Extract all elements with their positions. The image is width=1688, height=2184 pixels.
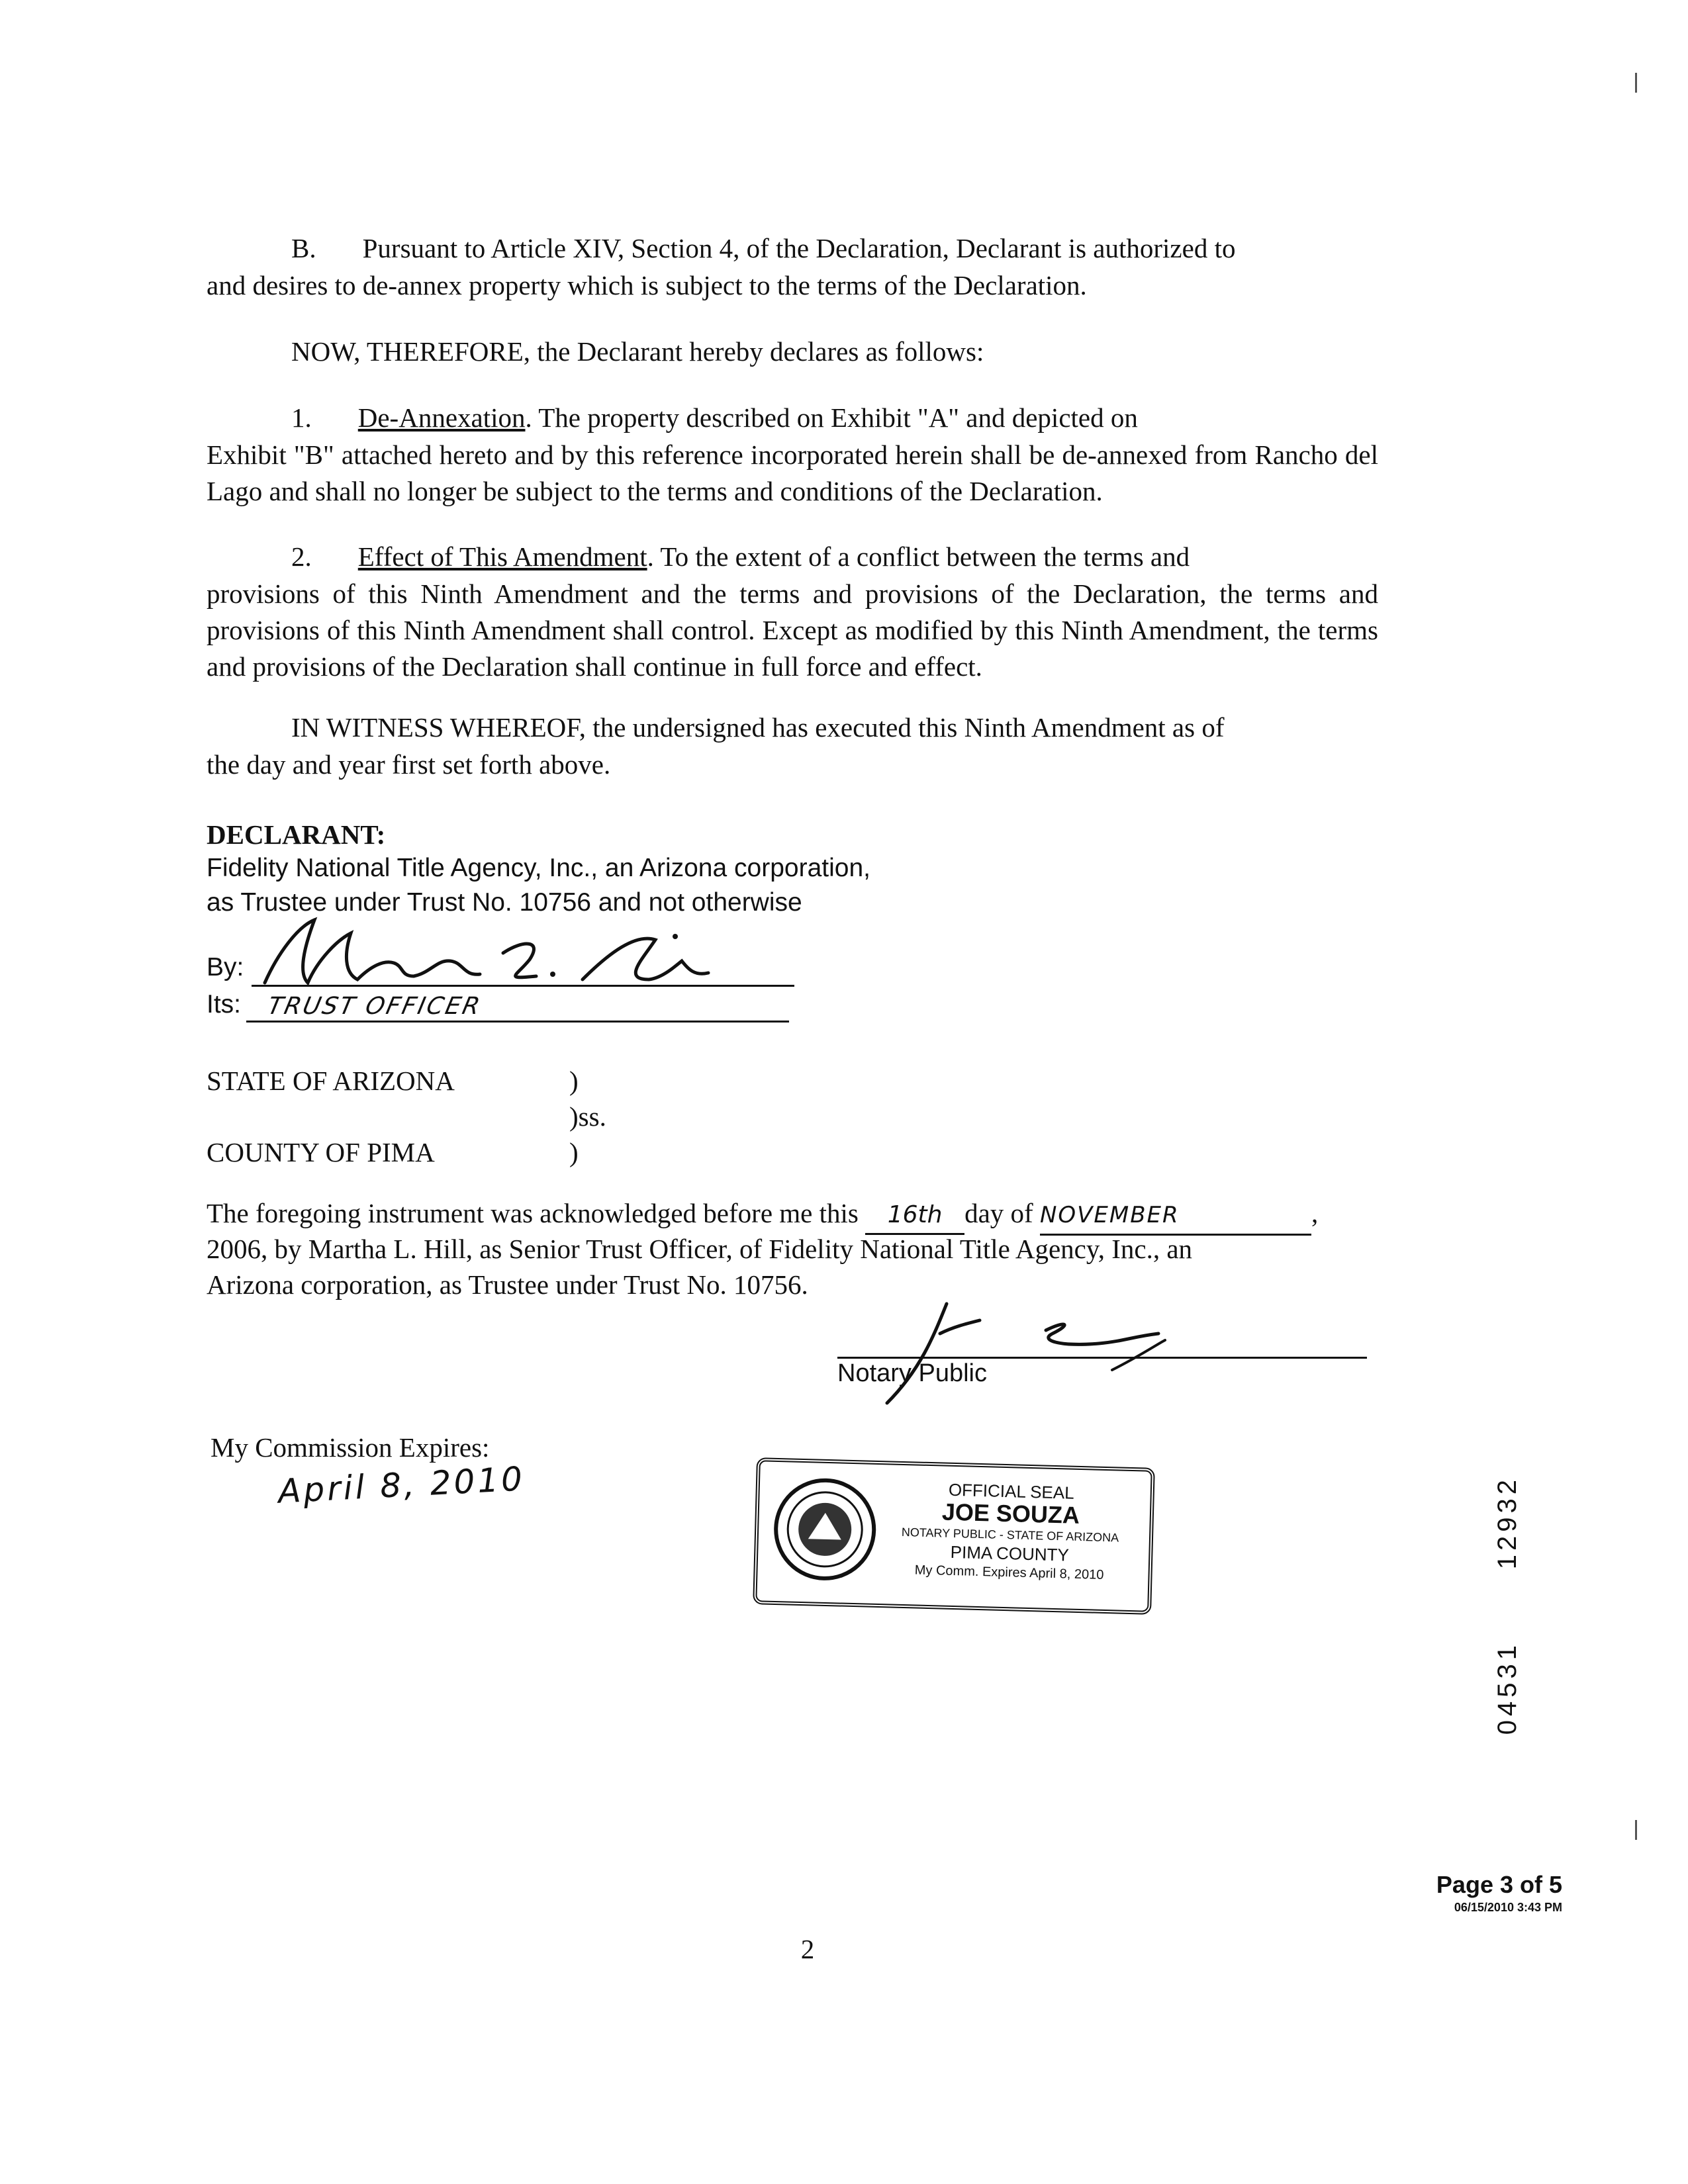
acknowledgment-line-3: Arizona corporation, as Trustee under Trust No. 10756. [207,1269,808,1300]
paragraph-b-first-line [291,230,1383,267]
seal-line-3: NOTARY PUBLIC - STATE OF ARIZONA [901,1525,1119,1545]
recording-number-part-1: 12932 [1493,1476,1522,1570]
ack-day-handwritten: 16th [865,1197,964,1235]
its-handwritten-title: TRUST OFFICER [265,993,485,1020]
item-2-text-first: . To the extent of a conflict between the terms and [647,541,1190,572]
by-label: By: [207,953,244,981]
ack-text-a: The foregoing instrument was acknowledged before me this [207,1198,859,1228]
its-label: Its: [207,990,242,1019]
venue-ss: )ss. [569,1101,606,1132]
item-1-text-first: . The property described on Exhibit "A" and depicted on [525,402,1138,433]
venue-paren-2: ) [569,1137,579,1167]
seal-line-4: PIMA COUNTY [950,1541,1070,1565]
page-stamp-datetime: 06/15/2010 3:43 PM [1454,1901,1562,1914]
acknowledgment-line-1 [207,1195,1385,1236]
item-1-text-rest: Exhibit "B" attached hereto and by this reference incorporated herein shall be de-annexed from Rancho del Lago and shall no longer be subject to the terms and conditions of the Declaration. [207,439,1378,506]
notary-public-label: Notary Public [837,1359,987,1387]
ack-text-c: , [1311,1198,1319,1228]
seal-text-block [883,1478,1137,1585]
declarant-heading: DECLARANT: [207,819,386,850]
witness-first-line: IN WITNESS WHEREOF, the undersigned has executed this Ninth Amendment as of [291,712,1225,743]
item-1-first-line [291,400,1383,436]
seal-line-1: OFFICIAL SEAL [948,1479,1075,1503]
recording-number-part-2: 04531 [1493,1641,1522,1735]
page-stamp-page: Page 3 of 5 [1436,1871,1562,1898]
paragraph-b-text-rest: and desires to de-annex property which is subject to the terms of the Declaration. [207,270,1087,300]
its-line [246,1021,789,1023]
page-number: 2 [800,1934,815,1964]
acknowledgment-line-2: 2006, by Martha L. Hill, as Senior Trust Officer, of Fidelity National Title Agency, Inc., an [207,1234,1193,1264]
scan-mark-bottom [1635,1820,1637,1840]
witness-text-rest: the day and year first set forth above. [207,749,611,780]
notary-signature [847,1297,1218,1410]
venue-paren-1: ) [569,1066,579,1096]
item-2-number: 2. [291,541,312,572]
declarant-entity-block [207,851,870,920]
declarant-line-2: as Trustee under Trust No. 10756 and not otherwise [207,888,802,917]
ack-text-b: day of [964,1198,1033,1228]
seal-line-5: My Comm. Expires April 8, 2010 [914,1563,1104,1582]
venue-county: COUNTY OF PIMA [207,1137,435,1167]
scan-mark-top [1635,73,1637,93]
now-therefore-line: NOW, THEREFORE, the Declarant hereby declares as follows: [291,336,984,367]
paragraph-b-label: B. [291,233,316,263]
item-2-text-rest: provisions of this Ninth Amendment and the terms and provisions of the Declaration, the terms and provisions of this Ninth Amendment shall control. Except as modified by this Ninth Amendment, the terms and provisions of the Declaration shall continue in full force and effect. [207,578,1378,682]
notary-seal [753,1457,1155,1615]
item-1-number: 1. [291,402,312,433]
commission-expires-label: My Commission Expires: [211,1432,490,1463]
seal-line-2: JOE SOUZA [941,1498,1080,1529]
paragraph-b-text-first: Pursuant to Article XIV, Section 4, of the Declaration, Declarant is authorized to [362,233,1236,263]
trustee-signature [252,913,794,993]
venue-state: STATE OF ARIZONA [207,1066,455,1096]
item-1-heading: De-Annexation [357,402,526,433]
arizona-seal-icon [771,1475,879,1584]
item-2-first-line [291,539,1383,575]
declarant-line-1: Fidelity National Title Agency, Inc., an Arizona corporation, [207,854,870,882]
ack-month-handwritten: NOVEMBER [1040,1197,1311,1236]
commission-date-handwritten: April 8, 2010 [277,1459,526,1511]
item-2-heading: Effect of This Amendment [357,541,647,572]
